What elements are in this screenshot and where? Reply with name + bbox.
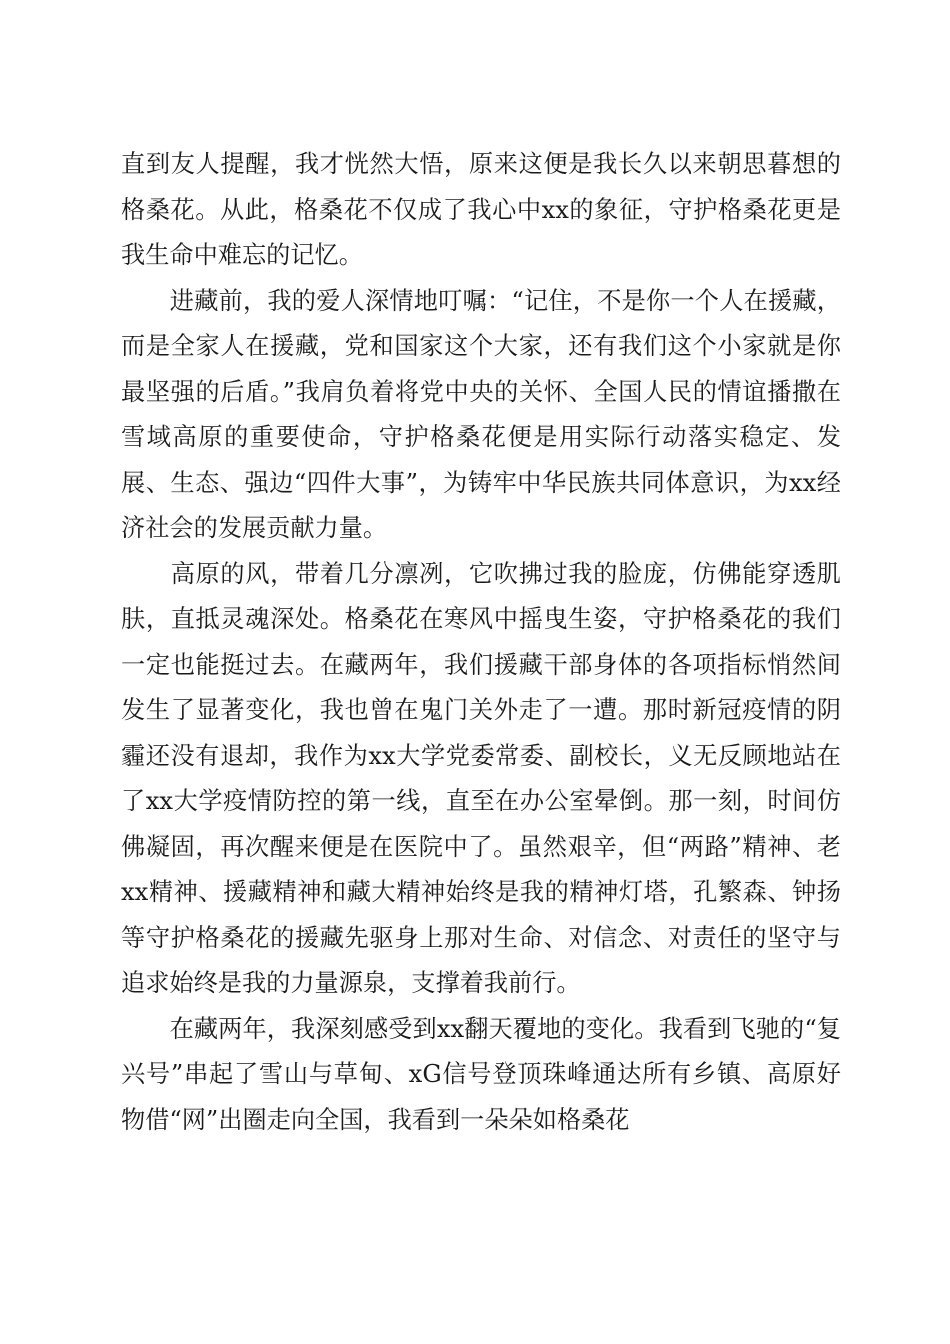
paragraph-1: 直到友人提醒，我才恍然大悟，原来这便是我长久以来朝思暮想的格桑花。从此，格桑花不仅成了我心中xx的象征，守护格桑花更是我生命中难忘的记忆。 — [121, 150, 841, 269]
document-body — [121, 142, 841, 1143]
paragraph-3: 高原的风，带着几分凛冽，它吹拂过我的脸庞，仿佛能穿透肌肤，直抵灵魂深处。格桑花在寒风中摇曳生姿，守护格桑花的我们一定也能挺过去。在藏两年，我们援藏干部身体的各项指标悄然间发生了显著变化，我也曾在鬼门关外走了一遭。那时新冠疫情的阴霾还没有退却，我作为xx大学党委常委、副校长，义无反顾地站在了xx大学疫情防控的第一线，直至在办公室晕倒。那一刻，时间仿佛凝固，再次醒来便是在医院中了。虽然艰辛，但“两路”精神、老xx精神、援藏精神和藏大精神始终是我的精神灯塔，孔繁森、钟扬等守护格桑花的援藏先驱身上那对生命、对信念、对责任的坚守与追求始终是我的力量源泉，支撑着我前行。 — [121, 559, 841, 997]
paragraph-2: 进藏前，我的爱人深情地叮嘱：“记住，不是你一个人在援藏，而是全家人在援藏，党和国家这个大家，还有我们这个小家就是你最坚强的后盾。”我肩负着将党中央的关怀、全国人民的情谊播撒在雪域高原的重要使命，守护格桑花便是用实际行动落实稳定、发展、生态、强边“四件大事”，为铸牢中华民族共同体意识，为xx经济社会的发展贡献力量。 — [121, 286, 841, 542]
paragraph-4: 在藏两年，我深刻感受到xx翻天覆地的变化。我看到飞驰的“复兴号”串起了雪山与草甸、xG信号登顶珠峰通达所有乡镇、高原好物借“网”出圈走向全国，我看到一朵朵如格桑花 — [121, 1014, 841, 1134]
